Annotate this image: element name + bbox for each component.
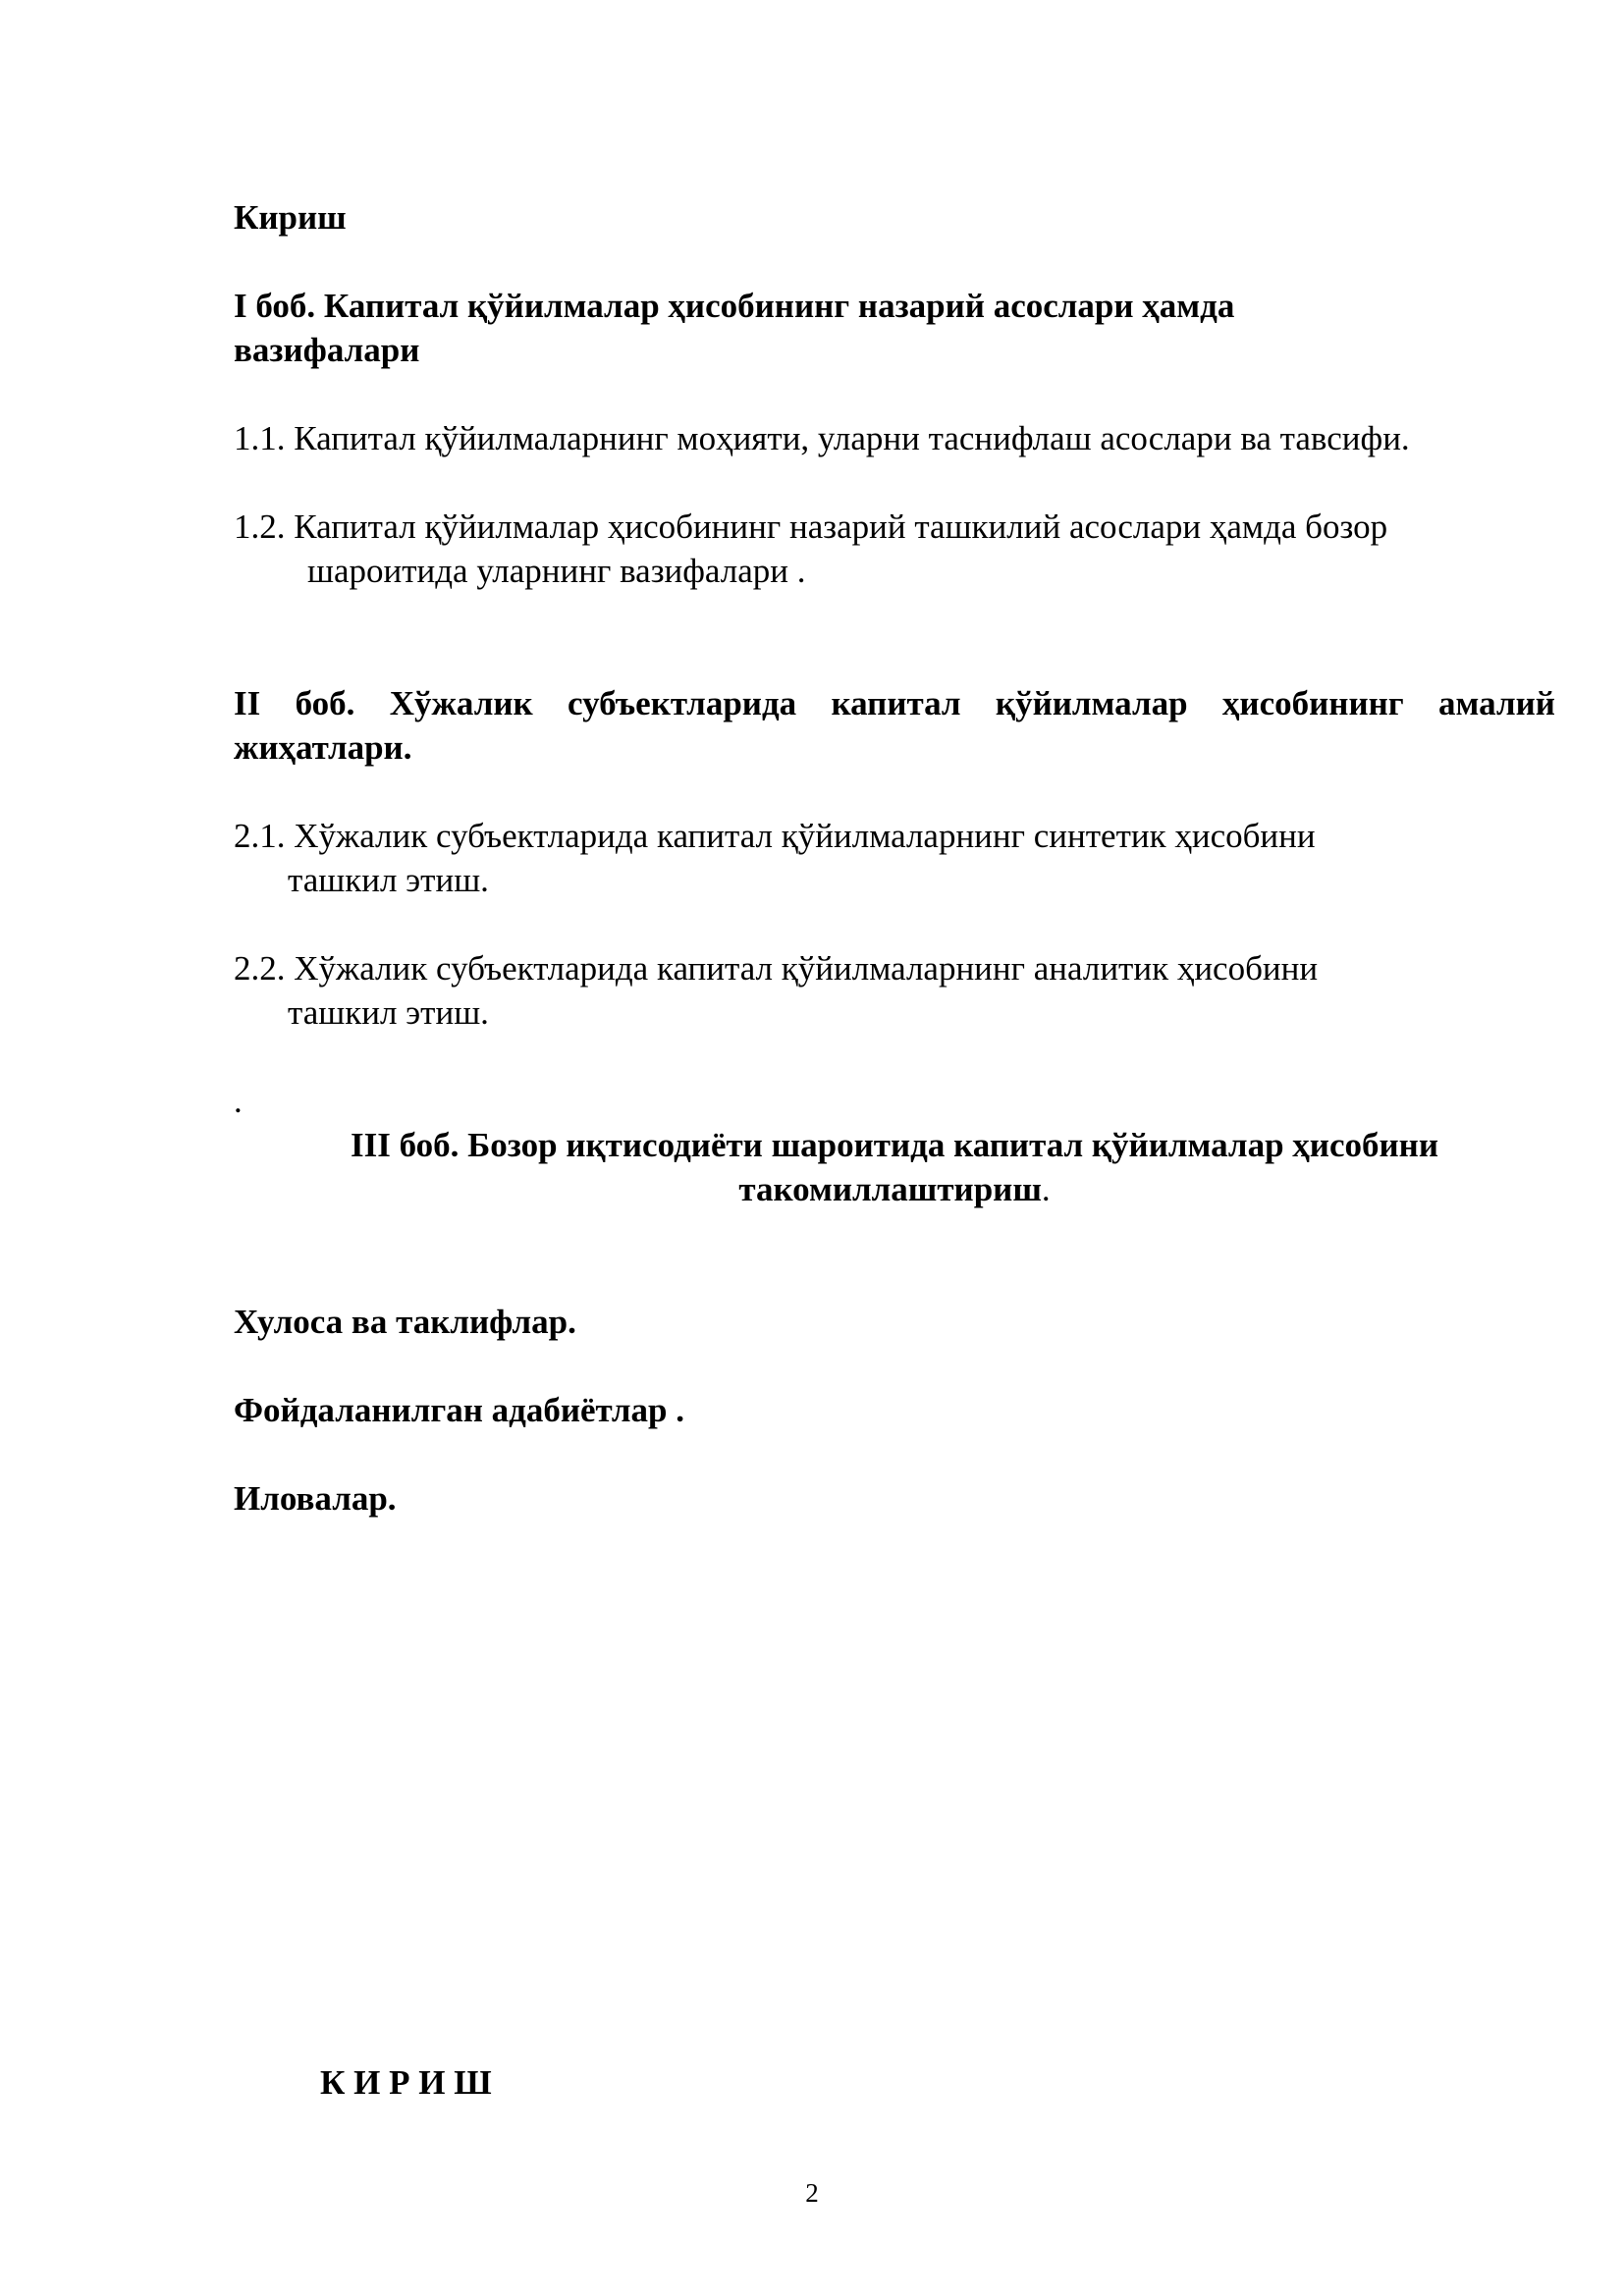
toc-chapter-2-word: II: [234, 684, 261, 722]
toc-chapter-3-title-cont: [234, 1167, 1555, 1211]
page-number: 2: [805, 2178, 819, 2208]
toc-section-2-1-cont: ташкил этиш.: [288, 861, 489, 899]
toc-chapter-1-title: I боб. Капитал қўйилмалар ҳисобининг назарий асослари ҳамда: [234, 287, 1235, 325]
toc-chapter-2-word: амалий: [1438, 684, 1555, 722]
toc-chapter-2-word: Хўжалик: [389, 684, 533, 722]
toc-chapter-3-title-period: .: [1041, 1170, 1051, 1208]
stray-dot: .: [234, 1082, 243, 1120]
toc-chapter-2-word: капитал: [831, 684, 961, 722]
toc-chapter-1-title-cont: вазифалари: [234, 331, 420, 369]
toc-chapter-2-title: [234, 681, 1555, 725]
toc-section-1-1: 1.1. Капитал қўйилмаларнинг моҳияти, уларни таснифлаш асослари ва тавсифи.: [234, 419, 1410, 457]
toc-chapter-2-word: ҳисобининг: [1221, 684, 1404, 722]
toc-chapter-3-title-word: такомиллаштириш: [738, 1170, 1042, 1208]
toc-chapter-2-title-cont: жиҳатлари.: [234, 728, 412, 767]
toc-chapter-3-title: III боб. Бозор иқтисодиёти шароитида капитал қўйилмалар ҳисобини: [350, 1126, 1438, 1164]
toc-chapter-2-word: қўйилмалар: [995, 684, 1188, 722]
toc-section-2-2: 2.2. Хўжалик субъектларида капитал қўйилмаларнинг аналитик ҳисобини: [234, 949, 1319, 988]
toc-chapter-2-word: субъектларида: [568, 684, 797, 722]
toc-section-2-1: 2.1. Хўжалик субъектларида капитал қўйилмаларнинг синтетик ҳисобини: [234, 817, 1316, 855]
section-heading: К И Р И Ш: [320, 2063, 492, 2102]
toc-intro: Кириш: [234, 198, 347, 237]
toc-references: Фойдаланилган адабиётлар .: [234, 1391, 684, 1429]
toc-conclusions: Хулоса ва таклифлар.: [234, 1303, 576, 1341]
toc-chapter-2-word: боб.: [295, 684, 355, 722]
toc-section-2-2-cont: ташкил этиш.: [288, 993, 489, 1032]
toc-section-1-2: 1.2. Капитал қўйилмалар ҳисобининг назарий ташкилий асослари ҳамда бозор: [234, 507, 1388, 546]
toc-appendices: Иловалар.: [234, 1479, 397, 1518]
toc-section-1-2-cont: шароитида уларнинг вазифалари .: [307, 552, 806, 590]
